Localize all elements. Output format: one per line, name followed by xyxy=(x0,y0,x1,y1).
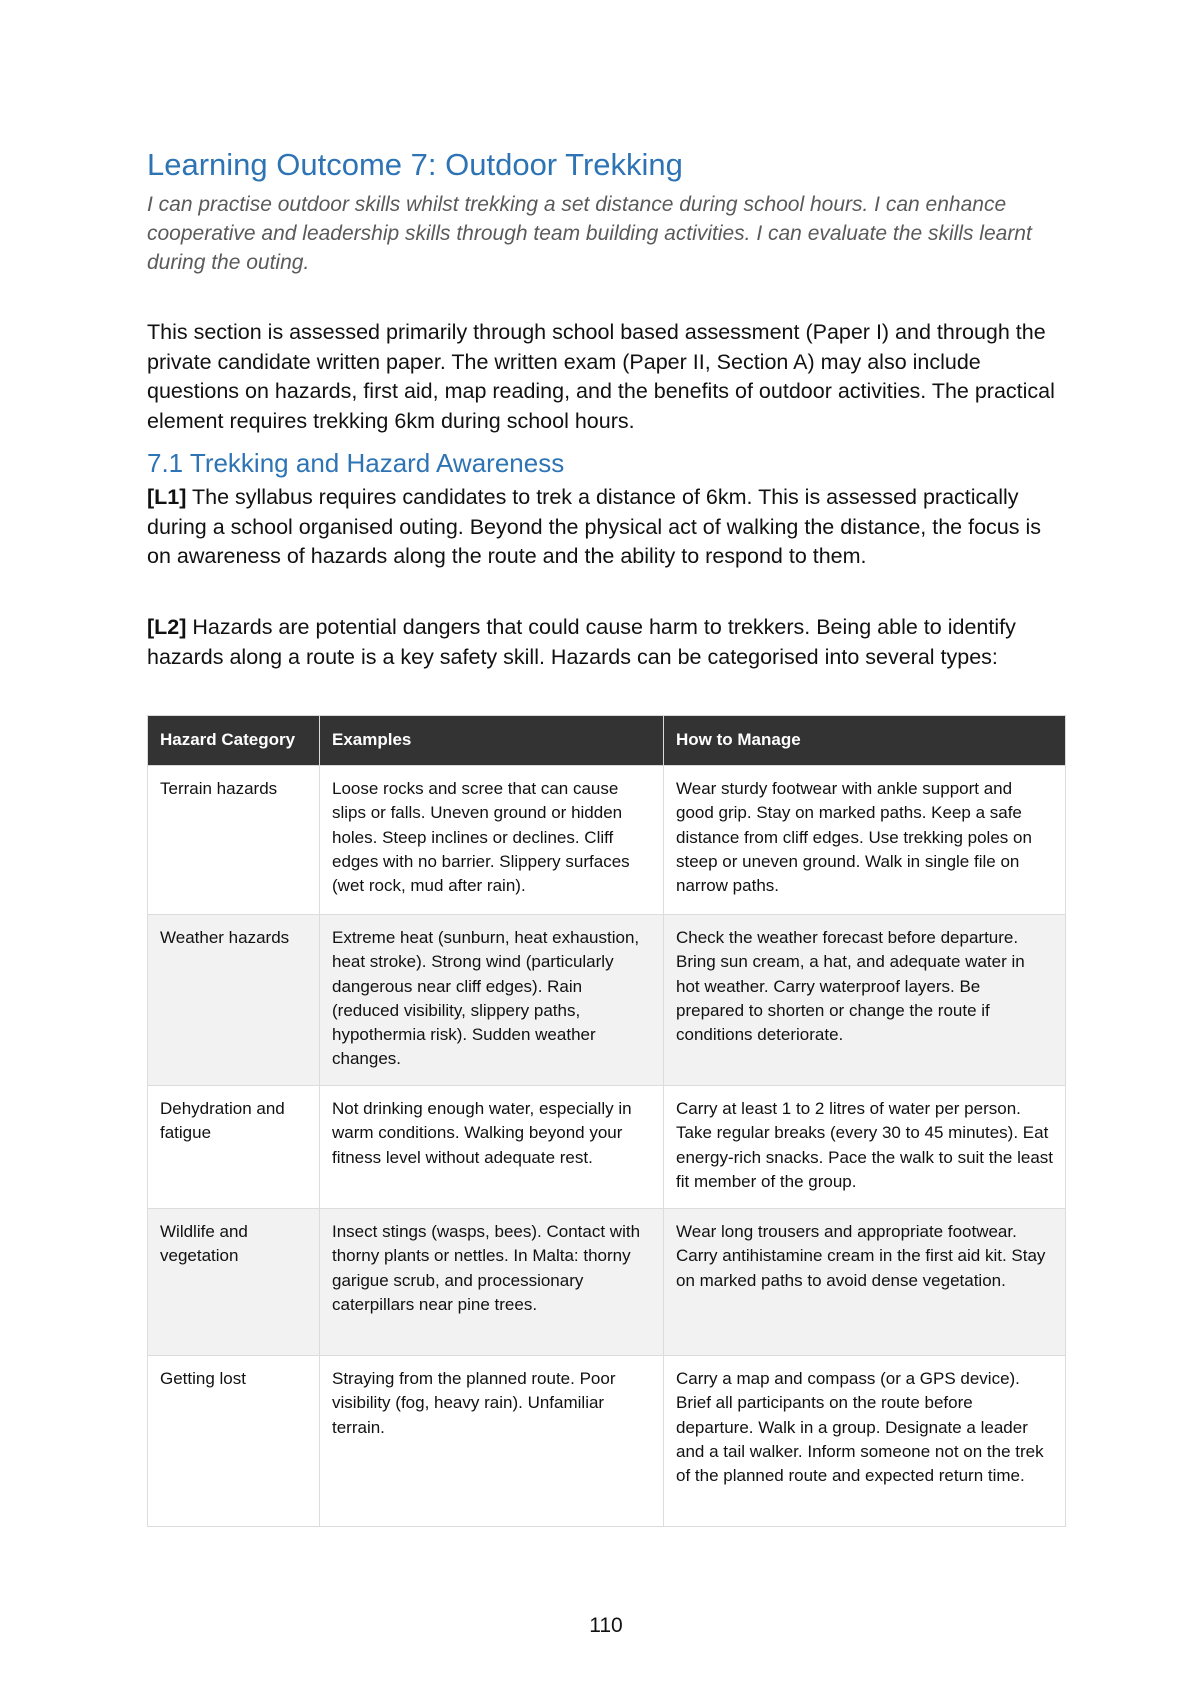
examples-cell: Not drinking enough water, especially in warm conditions. Walking beyond your fitness level without adequate rest. xyxy=(320,1086,664,1209)
how-to-manage-cell: Check the weather forecast before departure. Bring sun cream, a hat, and adequate water in hot weather. Carry waterproof layers. Be prepared to shorten or change the route if conditions deteriorate. xyxy=(664,915,1066,1086)
table-row xyxy=(148,1209,1066,1356)
how-to-manage-cell: Wear long trousers and appropriate footwear. Carry antihistamine cream in the first aid kit. Stay on marked paths to avoid dense vegetation. xyxy=(664,1209,1066,1356)
examples-cell: Insect stings (wasps, bees). Contact with thorny plants or nettles. In Malta: thorny garigue scrub, and processionary caterpillars near pine trees. xyxy=(320,1209,664,1356)
hazard-category-cell: Getting lost xyxy=(148,1356,320,1527)
examples-cell: Loose rocks and scree that can cause slips or falls. Uneven ground or hidden holes. Steep inclines or declines. Cliff edges with no barrier. Slippery surfaces (wet rock, mud after rain). xyxy=(320,766,664,915)
paragraph-tag: [L2] xyxy=(147,615,187,639)
page-number: 110 xyxy=(589,1614,623,1637)
paragraph-tag: [L1] xyxy=(147,485,187,509)
hazard-category-cell: Weather hazards xyxy=(148,915,320,1086)
paragraph-text: The syllabus requires candidates to trek a distance of 6km. This is assessed practically during a school organised outing. Beyond the physical act of walking the distance, the focus is on awareness of hazards along the route and the ability to respond to them. xyxy=(147,485,1041,568)
paragraph-text: Hazards are potential dangers that could cause harm to trekkers. Being able to identify hazards along a route is a key safety skill. Hazards can be categorised into several types: xyxy=(147,615,1016,669)
table-header-row xyxy=(148,716,1066,766)
examples-cell: Straying from the planned route. Poor visibility (fog, heavy rain). Unfamiliar terrain. xyxy=(320,1356,664,1527)
examples-cell: Extreme heat (sunburn, heat exhaustion, heat stroke). Strong wind (particularly dangerous near cliff edges). Rain (reduced visibility, slippery paths, hypothermia risk). Sudden weather changes. xyxy=(320,915,664,1086)
column-header: Examples xyxy=(320,716,664,766)
column-header: Hazard Category xyxy=(148,716,320,766)
table-row xyxy=(148,1086,1066,1209)
table-row xyxy=(148,766,1066,915)
hazard-category-cell: Wildlife and vegetation xyxy=(148,1209,320,1356)
column-header: How to Manage xyxy=(664,716,1066,766)
table-row xyxy=(148,915,1066,1086)
paragraph-l1 xyxy=(147,483,1065,572)
how-to-manage-cell: Carry at least 1 to 2 litres of water per person. Take regular breaks (every 30 to 45 minutes). Eat energy-rich snacks. Pace the walk to suit the least fit member of the group. xyxy=(664,1086,1066,1209)
how-to-manage-cell: Wear sturdy footwear with ankle support and good grip. Stay on marked paths. Keep a safe distance from cliff edges. Use trekking poles on steep or uneven ground. Walk in single file on narrow paths. xyxy=(664,766,1066,915)
hazard-table xyxy=(147,715,1066,1527)
page-title: Learning Outcome 7: Outdoor Trekking xyxy=(147,147,683,182)
section-heading: 7.1 Trekking and Hazard Awareness xyxy=(147,448,565,478)
table-row xyxy=(148,1356,1066,1527)
hazard-category-cell: Dehydration and fatigue xyxy=(148,1086,320,1209)
paragraph-l2 xyxy=(147,613,1065,672)
hazard-category-cell: Terrain hazards xyxy=(148,766,320,915)
intro-paragraph: This section is assessed primarily through school based assessment (Paper I) and through the private candidate written paper. The written exam (Paper II, Section A) may also include questions on hazards, first aid, map reading, and the benefits of outdoor activities. The practical element requires trekking 6km during school hours. xyxy=(147,320,1055,433)
learning-outcome-statement: I can practise outdoor skills whilst trekking a set distance during school hours. I can enhance cooperative and leadership skills through team building activities. I can evaluate the skills learnt during the outing. xyxy=(147,193,1032,274)
how-to-manage-cell: Carry a map and compass (or a GPS device). Brief all participants on the route before departure. Walk in a group. Designate a leader and a tail walker. Inform someone not on the trek of the planned route and expected return time. xyxy=(664,1356,1066,1527)
